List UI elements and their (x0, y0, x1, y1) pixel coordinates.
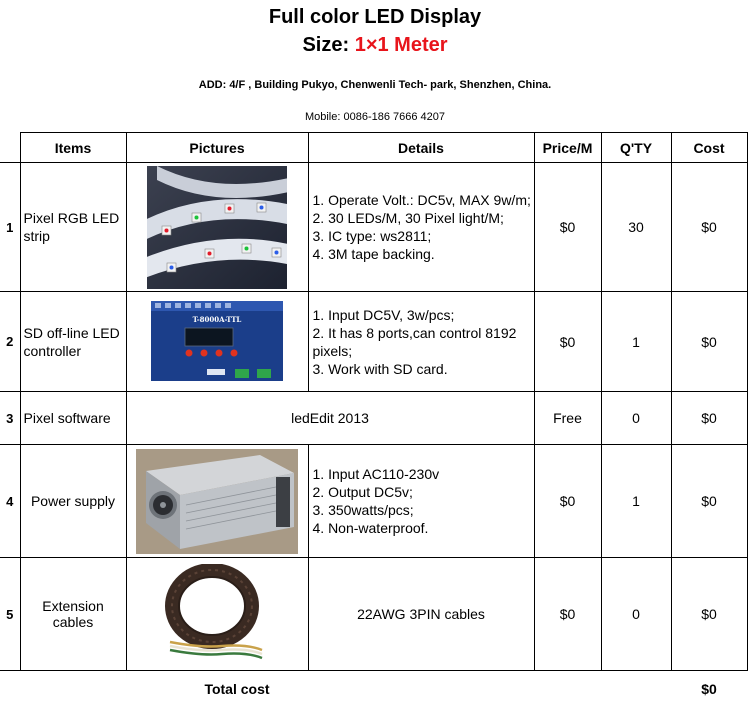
table-row (0, 292, 747, 392)
item-name: Power supply (20, 445, 126, 558)
details-cell (308, 163, 534, 292)
quote-table (0, 132, 748, 706)
size-line (0, 34, 750, 57)
price-cell: $0 (534, 163, 601, 292)
detail-line: 3. 350watts/pcs; (312, 502, 414, 518)
size-value: 1×1 Meter (354, 34, 448, 56)
detail-line: 2. 30 LEDs/M, 30 Pixel light/M; (312, 210, 504, 226)
detail-line: 1. Input AC110-230v (312, 466, 440, 482)
power-supply-image (136, 449, 298, 554)
qty-cell: 0 (601, 392, 671, 445)
details-cell (308, 445, 534, 558)
size-label: Size: (302, 34, 355, 56)
qty-cell: 1 (601, 292, 671, 392)
header-number-cell (0, 133, 20, 163)
picture-cell (126, 445, 308, 558)
qty-cell: 0 (601, 558, 671, 671)
column-header-pictures: Pictures (126, 133, 308, 163)
total-row (0, 671, 747, 706)
item-name: Pixel software (20, 392, 126, 445)
column-header-items: Items (20, 133, 126, 163)
column-header-details: Details (308, 133, 534, 163)
qty-cell: 1 (601, 445, 671, 558)
table-header-row (0, 133, 747, 163)
controller-image (147, 295, 287, 388)
item-name: SD off-line LED controller (20, 292, 126, 392)
address: ADD: 4/F , Building Pukyo, Chenwenli Tech- park, Shenzhen, China. (198, 79, 552, 91)
picture-cell (126, 292, 308, 392)
details-cell: ledEdit 2013 (126, 392, 534, 445)
total-label: Total cost (204, 680, 270, 697)
cost-cell: $0 (671, 163, 747, 292)
detail-line: 1. Input DC5V, 3w/pcs; (312, 306, 455, 323)
total-value: $0 (701, 680, 717, 697)
table-row (0, 392, 747, 445)
row-number: 1 (0, 163, 20, 292)
picture-cell (126, 558, 308, 671)
row-number: 3 (0, 392, 20, 445)
details-cell (308, 292, 534, 392)
mobile-number: Mobile: 0086-186 7666 4207 (304, 111, 446, 123)
details-cell: 22AWG 3PIN cables (308, 558, 534, 671)
cost-cell: $0 (671, 445, 747, 558)
detail-line: 4. 3M tape backing. (312, 246, 435, 262)
price-cell: $0 (534, 292, 601, 392)
detail-line: 3. IC type: ws2811; (312, 228, 432, 244)
table-row (0, 163, 747, 292)
price-cell: Free (534, 392, 601, 445)
led-strip-image (147, 166, 287, 289)
picture-cell (126, 163, 308, 292)
item-name: Extension cables (20, 558, 126, 671)
cable-coil-image (162, 564, 272, 664)
detail-line: 3. Work with SD card. (312, 360, 448, 377)
detail-line: 2. Output DC5v; (312, 484, 413, 500)
cost-cell: $0 (671, 292, 747, 392)
detail-line: 4. Non-waterproof. (312, 520, 429, 536)
column-header-cost: Cost (671, 133, 747, 163)
row-number: 2 (0, 292, 20, 392)
detail-line: 2. It has 8 ports,can control 8192 pixels; (312, 324, 517, 359)
row-number: 5 (0, 558, 20, 671)
cost-cell: $0 (671, 558, 747, 671)
controller-label: T-8000A-TTL (192, 315, 242, 324)
detail-line: 1. Operate Volt.: DC5v, MAX 9w/m; (312, 192, 531, 208)
cost-cell: $0 (671, 392, 747, 445)
item-name: Pixel RGB LED strip (20, 163, 126, 292)
table-row (0, 445, 747, 558)
page-title: Full color LED Display (268, 6, 482, 28)
price-cell: $0 (534, 558, 601, 671)
row-number: 4 (0, 445, 20, 558)
qty-cell: 30 (601, 163, 671, 292)
table-row (0, 558, 747, 671)
price-cell: $0 (534, 445, 601, 558)
column-header-qty: Q'TY (601, 133, 671, 163)
column-header-price: Price/M (534, 133, 601, 163)
